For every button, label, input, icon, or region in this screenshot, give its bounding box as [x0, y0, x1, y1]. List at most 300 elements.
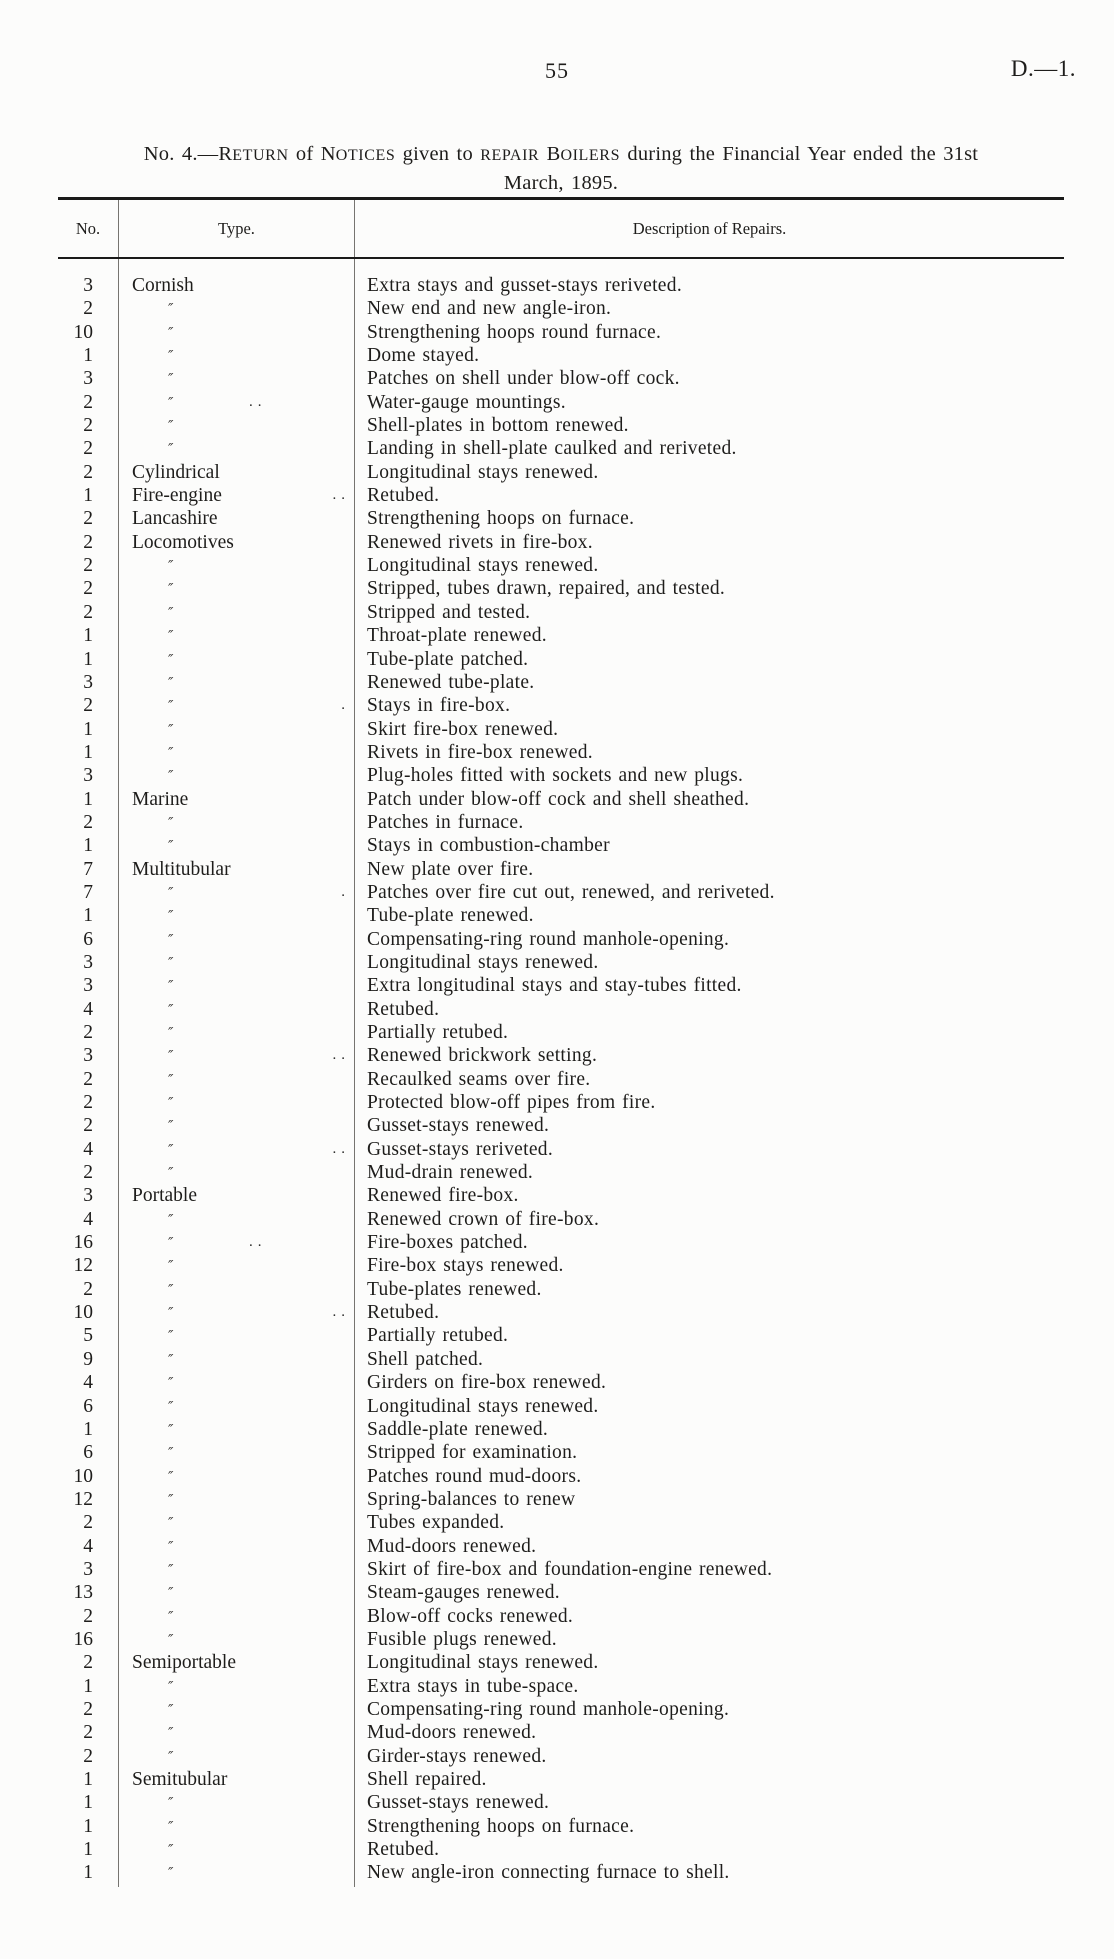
- table-row: [58, 1651, 1064, 1674]
- leader-dots: ..: [332, 1304, 350, 1321]
- ditto-mark: ″: [168, 1469, 174, 1486]
- desc-cell: Protected blow-off pipes from fire.: [354, 1091, 1064, 1116]
- desc-cell: Patches over fire cut out, renewed, and reriveted.: [354, 881, 1064, 906]
- no-cell: 3: [83, 1045, 93, 1067]
- table-row: [58, 391, 1064, 414]
- desc-cell: Skirt of fire-box and foundation-engine renewed.: [354, 1558, 1064, 1583]
- no-cell: 7: [83, 858, 93, 880]
- desc-cell: Fire-box stays renewed.: [354, 1254, 1064, 1279]
- no-cell: 1: [83, 485, 93, 507]
- table-row: [58, 1675, 1064, 1698]
- ditto-mark: ″: [168, 1352, 174, 1369]
- type-cell: [118, 788, 354, 811]
- type-cell: [118, 1581, 354, 1606]
- no-cell: 2: [83, 1512, 93, 1534]
- no-cell: 2: [83, 555, 93, 577]
- desc-cell: Tube-plates renewed.: [354, 1278, 1064, 1303]
- table-row: [58, 1278, 1064, 1301]
- table-row: [58, 1605, 1064, 1628]
- table-row: [58, 951, 1064, 974]
- desc-cell: Patches in furnace.: [354, 811, 1064, 836]
- type-cell: [118, 1651, 354, 1674]
- type-cell: [118, 858, 354, 881]
- ditto-mark: ″: [168, 1096, 174, 1113]
- no-cell: 2: [83, 1745, 93, 1767]
- table-row: [58, 1418, 1064, 1441]
- no-cell: 2: [83, 695, 93, 717]
- table-row: [58, 1395, 1064, 1418]
- no-cell: 2: [83, 811, 93, 833]
- table-row: [58, 1324, 1064, 1347]
- no-cell: 7: [83, 881, 93, 903]
- table-row: [58, 1161, 1064, 1184]
- table-row: [58, 1208, 1064, 1231]
- type-cell: [118, 1231, 354, 1256]
- desc-cell: Stays in fire-box.: [354, 694, 1064, 719]
- table-row: [58, 1721, 1064, 1744]
- type-cell: [118, 601, 354, 626]
- type-cell: [118, 741, 354, 766]
- desc-cell: Longitudinal stays renewed.: [354, 554, 1064, 579]
- no-cell: 2: [83, 298, 93, 320]
- table-row: [58, 507, 1064, 530]
- no-cell: 1: [83, 718, 93, 740]
- table-row: [58, 1488, 1064, 1511]
- type-cell: [118, 437, 354, 462]
- table-row: [58, 1581, 1064, 1604]
- table-row: [58, 741, 1064, 764]
- ditto-mark: ″: [168, 1843, 174, 1860]
- desc-cell: Retubed.: [354, 998, 1064, 1023]
- desc-cell: Compensating-ring round manhole-opening.: [354, 1698, 1064, 1723]
- type-cell: [118, 951, 354, 976]
- leader-dots: ..: [332, 1047, 350, 1064]
- table-row: [58, 671, 1064, 694]
- ditto-mark: ″: [168, 885, 174, 902]
- table-row: [58, 1371, 1064, 1394]
- no-cell: 10: [73, 1465, 93, 1487]
- ditto-mark: ″: [168, 1796, 174, 1813]
- type-cell: [118, 274, 354, 297]
- type-cell: [118, 577, 354, 602]
- no-cell: 3: [83, 1558, 93, 1580]
- ditto-mark: ″: [168, 1702, 174, 1719]
- no-cell: 4: [83, 1372, 93, 1394]
- no-cell: 2: [83, 1022, 93, 1043]
- type-cell: [118, 321, 354, 346]
- no-cell: 2: [83, 1115, 93, 1137]
- type-cell: [118, 1535, 354, 1560]
- type-cell: [118, 1068, 354, 1093]
- leader-dots: ..: [249, 393, 267, 410]
- no-cell: 1: [83, 905, 93, 927]
- ditto-mark: ″: [168, 1492, 174, 1509]
- ditto-mark: ″: [168, 1282, 174, 1299]
- type-cell: [118, 881, 354, 906]
- type-label: Marine: [132, 788, 189, 810]
- type-cell: [118, 1721, 354, 1746]
- table-row: [58, 1091, 1064, 1114]
- desc-cell: Renewed brickwork setting.: [354, 1044, 1064, 1069]
- table-row: [58, 1815, 1064, 1838]
- table-title: [44, 141, 1078, 197]
- desc-cell: Longitudinal stays renewed.: [354, 1651, 1064, 1674]
- type-cell: [118, 1114, 354, 1139]
- ditto-mark: ″: [168, 442, 174, 459]
- ditto-mark: ″: [168, 419, 174, 436]
- ditto-mark: ″: [168, 1516, 174, 1533]
- type-cell: [118, 1278, 354, 1303]
- type-cell: [118, 1324, 354, 1349]
- ditto-mark: ″: [168, 745, 174, 762]
- type-cell: [118, 1208, 354, 1233]
- ditto-mark: ″: [168, 349, 174, 366]
- no-cell: 3: [83, 275, 93, 296]
- table-row: [58, 274, 1064, 297]
- type-cell: [118, 624, 354, 649]
- ditto-mark: ″: [168, 605, 174, 622]
- ditto-mark: ″: [168, 582, 174, 599]
- leader-dots: .: [341, 883, 350, 900]
- desc-cell: Patch under blow-off cock and shell sheathed.: [354, 788, 1064, 811]
- desc-cell: Tube-plate renewed.: [354, 904, 1064, 929]
- no-cell: 2: [83, 1722, 93, 1744]
- type-cell: [118, 1838, 354, 1863]
- no-cell: 3: [83, 975, 93, 997]
- ditto-mark: ″: [168, 955, 174, 972]
- no-cell: 10: [73, 1302, 93, 1324]
- table-row: [58, 601, 1064, 624]
- column-header-type: Type.: [118, 200, 354, 257]
- table-row: [58, 1768, 1064, 1791]
- ditto-mark: ″: [168, 1072, 174, 1089]
- no-cell: 1: [83, 1769, 93, 1790]
- table-row: [58, 321, 1064, 344]
- no-cell: 3: [83, 951, 93, 973]
- ditto-mark: ″: [168, 979, 174, 996]
- type-cell: [118, 1138, 354, 1163]
- type-cell: [118, 1861, 354, 1886]
- desc-cell: Fire-boxes patched.: [354, 1231, 1064, 1256]
- table-row: [58, 1068, 1064, 1091]
- table-row: [58, 1044, 1064, 1067]
- type-cell: [118, 1091, 354, 1116]
- table-row: [58, 718, 1064, 741]
- type-cell: [118, 367, 354, 392]
- table-row: [58, 1254, 1064, 1277]
- ditto-mark: ″: [168, 1749, 174, 1766]
- type-cell: [118, 998, 354, 1023]
- type-cell: [118, 1348, 354, 1373]
- leader-dots: .: [341, 697, 350, 714]
- type-cell: [118, 1465, 354, 1490]
- table-row: [58, 1138, 1064, 1161]
- no-cell: 2: [83, 1605, 93, 1627]
- ditto-mark: ″: [168, 1819, 174, 1836]
- table-row: [58, 1441, 1064, 1464]
- desc-cell: Mud-drain renewed.: [354, 1161, 1064, 1186]
- no-cell: 6: [83, 1395, 93, 1417]
- type-cell: [118, 1418, 354, 1443]
- type-cell: [118, 1558, 354, 1583]
- no-cell: 1: [83, 741, 93, 763]
- type-cell: [118, 1395, 354, 1420]
- table-row: [58, 1628, 1064, 1651]
- desc-cell: Renewed rivets in fire-box.: [354, 531, 1064, 554]
- ditto-mark: ″: [168, 1212, 174, 1229]
- desc-cell: Skirt fire-box renewed.: [354, 718, 1064, 743]
- table-row: [58, 554, 1064, 577]
- desc-cell: Longitudinal stays renewed.: [354, 951, 1064, 976]
- leader-dots: ..: [332, 487, 350, 504]
- table-row: [58, 344, 1064, 367]
- no-cell: 1: [83, 1792, 93, 1814]
- ditto-mark: ″: [168, 1562, 174, 1579]
- desc-cell: Water-gauge mountings.: [354, 391, 1064, 416]
- title-segment: of: [288, 143, 321, 165]
- desc-cell: Patches on shell under blow-off cock.: [354, 367, 1064, 392]
- type-cell: [118, 344, 354, 369]
- no-cell: 12: [73, 1488, 93, 1510]
- no-cell: 2: [83, 578, 93, 600]
- desc-cell: Spring-balances to renew: [354, 1488, 1064, 1513]
- ditto-mark: ″: [168, 1259, 174, 1276]
- type-cell: [118, 834, 354, 859]
- desc-cell: Retubed.: [354, 1301, 1064, 1326]
- type-cell: [118, 764, 354, 789]
- table-row: [58, 367, 1064, 390]
- type-cell: [118, 1791, 354, 1816]
- no-cell: 6: [83, 928, 93, 950]
- no-cell: 1: [83, 648, 93, 670]
- title-segment: given to: [395, 143, 481, 165]
- no-cell: 4: [83, 1138, 93, 1160]
- desc-cell: Mud-doors renewed.: [354, 1535, 1064, 1560]
- desc-cell: Steam-gauges renewed.: [354, 1581, 1064, 1606]
- table-row: [58, 1535, 1064, 1558]
- ditto-mark: ″: [168, 1422, 174, 1439]
- desc-cell: Compensating-ring round manhole-opening.: [354, 928, 1064, 953]
- type-cell: [118, 1698, 354, 1723]
- type-cell: [118, 1675, 354, 1700]
- type-cell: [118, 1371, 354, 1396]
- title-segment: No. 4.—: [143, 143, 219, 165]
- desc-cell: Renewed crown of fire-box.: [354, 1208, 1064, 1233]
- type-label: Cornish: [132, 275, 194, 296]
- no-cell: 16: [73, 1232, 93, 1254]
- table-row: [58, 1301, 1064, 1324]
- no-cell: 9: [83, 1348, 93, 1370]
- type-cell: [118, 531, 354, 554]
- table-row: [58, 461, 1064, 484]
- title-segment: B: [546, 143, 561, 165]
- desc-cell: Longitudinal stays renewed.: [354, 461, 1064, 484]
- no-cell: 3: [83, 765, 93, 787]
- title-segment: OILERS: [560, 147, 621, 164]
- type-cell: [118, 1044, 354, 1069]
- no-cell: 10: [73, 321, 93, 343]
- title-segment: [539, 143, 546, 165]
- type-cell: [118, 1815, 354, 1840]
- type-cell: [118, 484, 354, 507]
- type-cell: [118, 718, 354, 743]
- table-row: [58, 1465, 1064, 1488]
- type-label: Portable: [132, 1185, 197, 1207]
- title-segment: N: [320, 143, 336, 165]
- no-cell: 2: [83, 601, 93, 623]
- type-cell: [118, 1488, 354, 1513]
- no-cell: 12: [73, 1255, 93, 1277]
- table-row: [58, 624, 1064, 647]
- type-cell: [118, 1628, 354, 1653]
- table-title-line1: [144, 143, 978, 165]
- type-cell: [118, 1254, 354, 1279]
- ditto-mark: ″: [168, 722, 174, 739]
- table-row: [58, 834, 1064, 857]
- type-label: Cylindrical: [132, 461, 220, 483]
- no-cell: 2: [83, 415, 93, 437]
- desc-cell: Dome stayed.: [354, 344, 1064, 369]
- desc-cell: Recaulked seams over fire.: [354, 1068, 1064, 1093]
- no-cell: 16: [73, 1628, 93, 1650]
- no-cell: 2: [83, 1092, 93, 1114]
- ditto-mark: ″: [168, 932, 174, 949]
- desc-cell: New end and new angle-iron.: [354, 297, 1064, 322]
- desc-cell: Partially retubed.: [354, 1021, 1064, 1046]
- type-cell: [118, 1021, 354, 1046]
- type-label: Multitubular: [132, 858, 231, 880]
- ditto-mark: ″: [168, 559, 174, 576]
- type-cell: [118, 507, 354, 530]
- no-cell: 2: [83, 508, 93, 530]
- type-cell: [118, 414, 354, 439]
- table-row: [58, 788, 1064, 811]
- ditto-mark: ″: [168, 1586, 174, 1603]
- type-cell: [118, 259, 354, 274]
- table-row: [58, 1745, 1064, 1768]
- desc-cell: New plate over fire.: [354, 858, 1064, 881]
- table-row: [58, 1698, 1064, 1721]
- ditto-mark: ″: [168, 652, 174, 669]
- ditto-mark: ″: [168, 769, 174, 786]
- type-cell: [118, 1768, 354, 1791]
- no-cell: 2: [83, 1162, 93, 1184]
- ditto-mark: ″: [168, 1679, 174, 1696]
- desc-cell: Retubed.: [354, 484, 1064, 507]
- desc-cell: Saddle-plate renewed.: [354, 1418, 1064, 1443]
- desc-cell: Gusset-stays reriveted.: [354, 1138, 1064, 1163]
- ditto-mark: ″: [168, 909, 174, 926]
- type-cell: [118, 1605, 354, 1630]
- no-cell: 2: [83, 438, 93, 460]
- desc-cell: Strengthening hoops on furnace.: [354, 507, 1064, 530]
- type-label: Semiportable: [132, 1652, 236, 1674]
- ditto-mark: ″: [168, 1142, 174, 1159]
- table-row: [58, 1231, 1064, 1254]
- no-cell: 3: [83, 368, 93, 390]
- ditto-mark: ″: [168, 302, 174, 319]
- type-label: Semitubular: [132, 1769, 228, 1790]
- table-row: [58, 414, 1064, 437]
- desc-cell: Gusset-stays renewed.: [354, 1791, 1064, 1816]
- title-segment: REPAIR: [480, 147, 540, 164]
- type-cell: [118, 1161, 354, 1186]
- no-cell: 4: [83, 1208, 93, 1230]
- ditto-mark: ″: [168, 1376, 174, 1393]
- desc-cell: Shell patched.: [354, 1348, 1064, 1373]
- no-cell: 1: [83, 625, 93, 647]
- desc-cell: Strengthening hoops on furnace.: [354, 1815, 1064, 1840]
- ditto-mark: ″: [168, 675, 174, 692]
- type-cell: [118, 1301, 354, 1326]
- ditto-mark: ″: [168, 1236, 174, 1253]
- no-cell: 5: [83, 1325, 93, 1347]
- table-row: [58, 1114, 1064, 1137]
- type-cell: [118, 974, 354, 999]
- no-cell: 3: [83, 1185, 93, 1207]
- ditto-mark: ″: [168, 839, 174, 856]
- type-cell: [118, 1745, 354, 1770]
- desc-cell: Shell-plates in bottom renewed.: [354, 414, 1064, 439]
- table-row: [58, 297, 1064, 320]
- no-cell: 1: [83, 1815, 93, 1837]
- table-row: [58, 437, 1064, 460]
- table-body: [58, 259, 1064, 1885]
- desc-cell: Fusible plugs renewed.: [354, 1628, 1064, 1653]
- table-header-row: [58, 197, 1064, 259]
- no-cell: 3: [83, 671, 93, 693]
- desc-cell: Renewed fire-box.: [354, 1184, 1064, 1207]
- desc-cell: Renewed tube-plate.: [354, 671, 1064, 696]
- type-cell: [118, 391, 354, 416]
- desc-cell: Rivets in fire-box renewed.: [354, 741, 1064, 766]
- type-label: Lancashire: [132, 508, 218, 530]
- table-spacer-row: [58, 259, 1064, 274]
- desc-cell: Stays in combustion-chamber: [354, 834, 1064, 859]
- desc-cell: Stripped, tubes drawn, repaired, and tested.: [354, 577, 1064, 602]
- no-cell: 6: [83, 1442, 93, 1464]
- no-cell: 2: [83, 1652, 93, 1674]
- title-segment: ETURN: [232, 147, 289, 164]
- type-cell: [118, 554, 354, 579]
- no-cell: 2: [83, 1278, 93, 1300]
- ditto-mark: ″: [168, 629, 174, 646]
- ditto-mark: ″: [168, 1632, 174, 1649]
- desc-cell: Shell repaired.: [354, 1768, 1064, 1791]
- no-cell: 2: [83, 391, 93, 413]
- table-row: [58, 1838, 1064, 1861]
- no-cell: 1: [83, 1675, 93, 1697]
- title-segment: during the Financial Year ended the 31st: [620, 143, 979, 165]
- desc-cell: Plug-holes fitted with sockets and new plugs.: [354, 764, 1064, 789]
- ditto-mark: ″: [168, 1866, 174, 1883]
- table-row: [58, 928, 1064, 951]
- desc-cell: Girder-stays renewed.: [354, 1745, 1064, 1770]
- desc-cell: Gusset-stays renewed.: [354, 1114, 1064, 1139]
- no-cell: 1: [83, 788, 93, 810]
- ditto-mark: ″: [168, 1399, 174, 1416]
- no-cell: 2: [83, 1698, 93, 1720]
- desc-cell: Extra stays in tube-space.: [354, 1675, 1064, 1700]
- page-number: 55: [545, 58, 569, 83]
- document-reference: D.—1.: [1010, 56, 1076, 81]
- table-row: [58, 811, 1064, 834]
- column-header-description: Description of Repairs.: [354, 200, 1064, 257]
- type-cell: [118, 811, 354, 836]
- no-cell: [58, 259, 118, 274]
- desc-cell: New angle-iron connecting furnace to shell.: [354, 1861, 1064, 1886]
- table-row: [58, 1791, 1064, 1814]
